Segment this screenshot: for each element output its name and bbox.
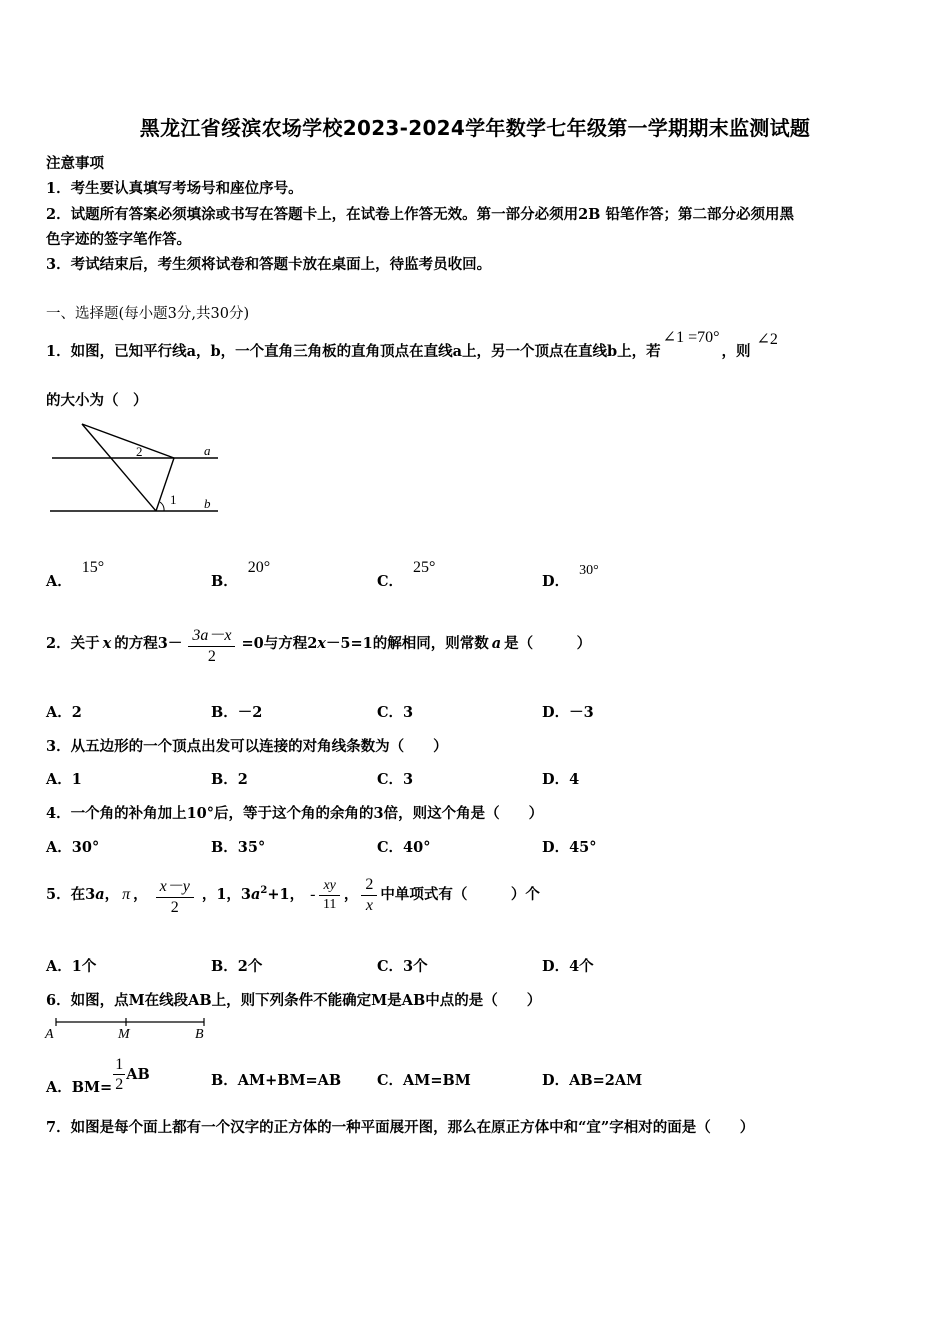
- q5-option-a[interactable]: A．1个: [46, 958, 97, 975]
- q2-fraction: $\frac{3a-x}{2}$: [188, 622, 235, 666]
- q3-option-d[interactable]: D．4: [542, 771, 580, 788]
- q1-option-a[interactable]: A．15°: [46, 559, 105, 590]
- point-b-label: B: [195, 1027, 204, 1042]
- q1-then: ，则: [721, 343, 751, 360]
- q6-option-c[interactable]: C．AM=BM: [377, 1072, 471, 1089]
- q1-line2: 的大小为（ ）: [46, 392, 148, 409]
- q3-option-a[interactable]: A．1: [46, 771, 82, 788]
- q6-text: 6．如图，点M在线段AB上，则下列条件不能确定M是AB中点的是（ ）: [46, 992, 542, 1009]
- q1-target: ∠2: [756, 331, 778, 348]
- page-title: 黑龙江省绥滨农场学校2023-2024学年数学七年级第一学期期末监测试题: [139, 116, 811, 140]
- q1-condition: ∠1 =70°: [662, 329, 720, 346]
- q4-option-a[interactable]: A．30°: [46, 839, 100, 856]
- q2-option-d[interactable]: D．－3: [542, 704, 594, 721]
- q5-fraction-2: $\frac{xy}{11}$: [319, 878, 339, 913]
- angle-1-label: 1: [170, 492, 177, 507]
- q5-option-d[interactable]: D．4个: [542, 958, 594, 975]
- q4-option-b[interactable]: B．35°: [211, 839, 266, 856]
- section-heading: 一、选择题(每小题3分,共30分): [46, 306, 250, 322]
- q4-option-c[interactable]: C．40°: [377, 839, 431, 856]
- q4-option-d[interactable]: D．45°: [542, 839, 597, 856]
- q2-text: 2．关于 x 的方程3－ $\frac{3a-x}{2}$ =0与方程2x－5=1的解相同，则常数 a 是（ ）: [46, 622, 591, 666]
- q1-option-c[interactable]: C．25°: [377, 559, 436, 590]
- q6-option-d[interactable]: D．AB=2AM: [542, 1072, 643, 1089]
- notice-item-3: 3．考试结束后，考生须将试卷和答题卡放在桌面上，待监考员收回。: [46, 256, 492, 273]
- q2-option-b[interactable]: B．－2: [211, 704, 263, 721]
- line-a-label: a: [204, 443, 211, 458]
- q2-option-a[interactable]: A．2: [46, 704, 82, 721]
- q3-option-c[interactable]: C．3: [377, 771, 414, 788]
- notice-item-1: 1．考生要认真填写考场号和座位序号。: [46, 180, 303, 197]
- q5-fraction-1: $\frac{x-y}{2}$: [156, 873, 194, 917]
- q1-text: [46, 329, 778, 361]
- q5-option-b[interactable]: B．2个: [211, 958, 263, 975]
- q1-option-b[interactable]: B．20°: [211, 559, 271, 590]
- q7-text: 7．如图是每个面上都有一个汉字的正方体的一种平面展开图，那么在原正方体中和“宜”字相对的面是（ ）: [46, 1119, 755, 1136]
- q5-option-c[interactable]: C．3个: [377, 958, 428, 975]
- notice-item-2-cont: 色字迹的签字笔作答。: [46, 231, 191, 248]
- q2-option-c[interactable]: C．3: [377, 704, 414, 721]
- notice-item-2: 2．试题所有答案必须填涂或书写在答题卡上，在试卷上作答无效。第一部分必须用2B 铅笔作答；第二部分必须用黑: [46, 206, 794, 223]
- q4-text: 4．一个角的补角加上10°后，等于这个角的余角的3倍，则这个角是（ ）: [46, 805, 544, 822]
- notice-heading: 注意事项: [46, 155, 104, 172]
- q5-text: 5．在3a， π ， $\frac{x-y}{2}$ ，1，$3a^2+1$， - $\frac{xy}{11}$ ， $\frac{2}{x}$ 中单项式有（ ）个: [46, 873, 540, 917]
- q1-option-d[interactable]: D．30°: [542, 563, 599, 590]
- q5-fraction-3: $\frac{2}{x}$: [361, 876, 377, 915]
- q1-figure: [46, 418, 226, 518]
- line-b-label: b: [204, 496, 211, 511]
- q6-segment-figure: [44, 1014, 214, 1044]
- q3-text: 3．从五边形的一个顶点出发可以连接的对角线条数为（ ）: [46, 738, 448, 755]
- q1-stem: 1．如图，已知平行线a，b，一个直角三角板的直角顶点在直线a上，另一个顶点在直线b上，若: [46, 343, 661, 360]
- point-m-label: M: [118, 1027, 130, 1042]
- q6-option-a[interactable]: A．BM= $\frac{1}{2}$ AB: [46, 1056, 150, 1096]
- q3-option-b[interactable]: B．2: [211, 771, 248, 788]
- angle-2-label: 2: [136, 444, 143, 459]
- q6-option-b[interactable]: B．AM+BM=AB: [211, 1072, 342, 1089]
- point-a-label: A: [45, 1027, 54, 1042]
